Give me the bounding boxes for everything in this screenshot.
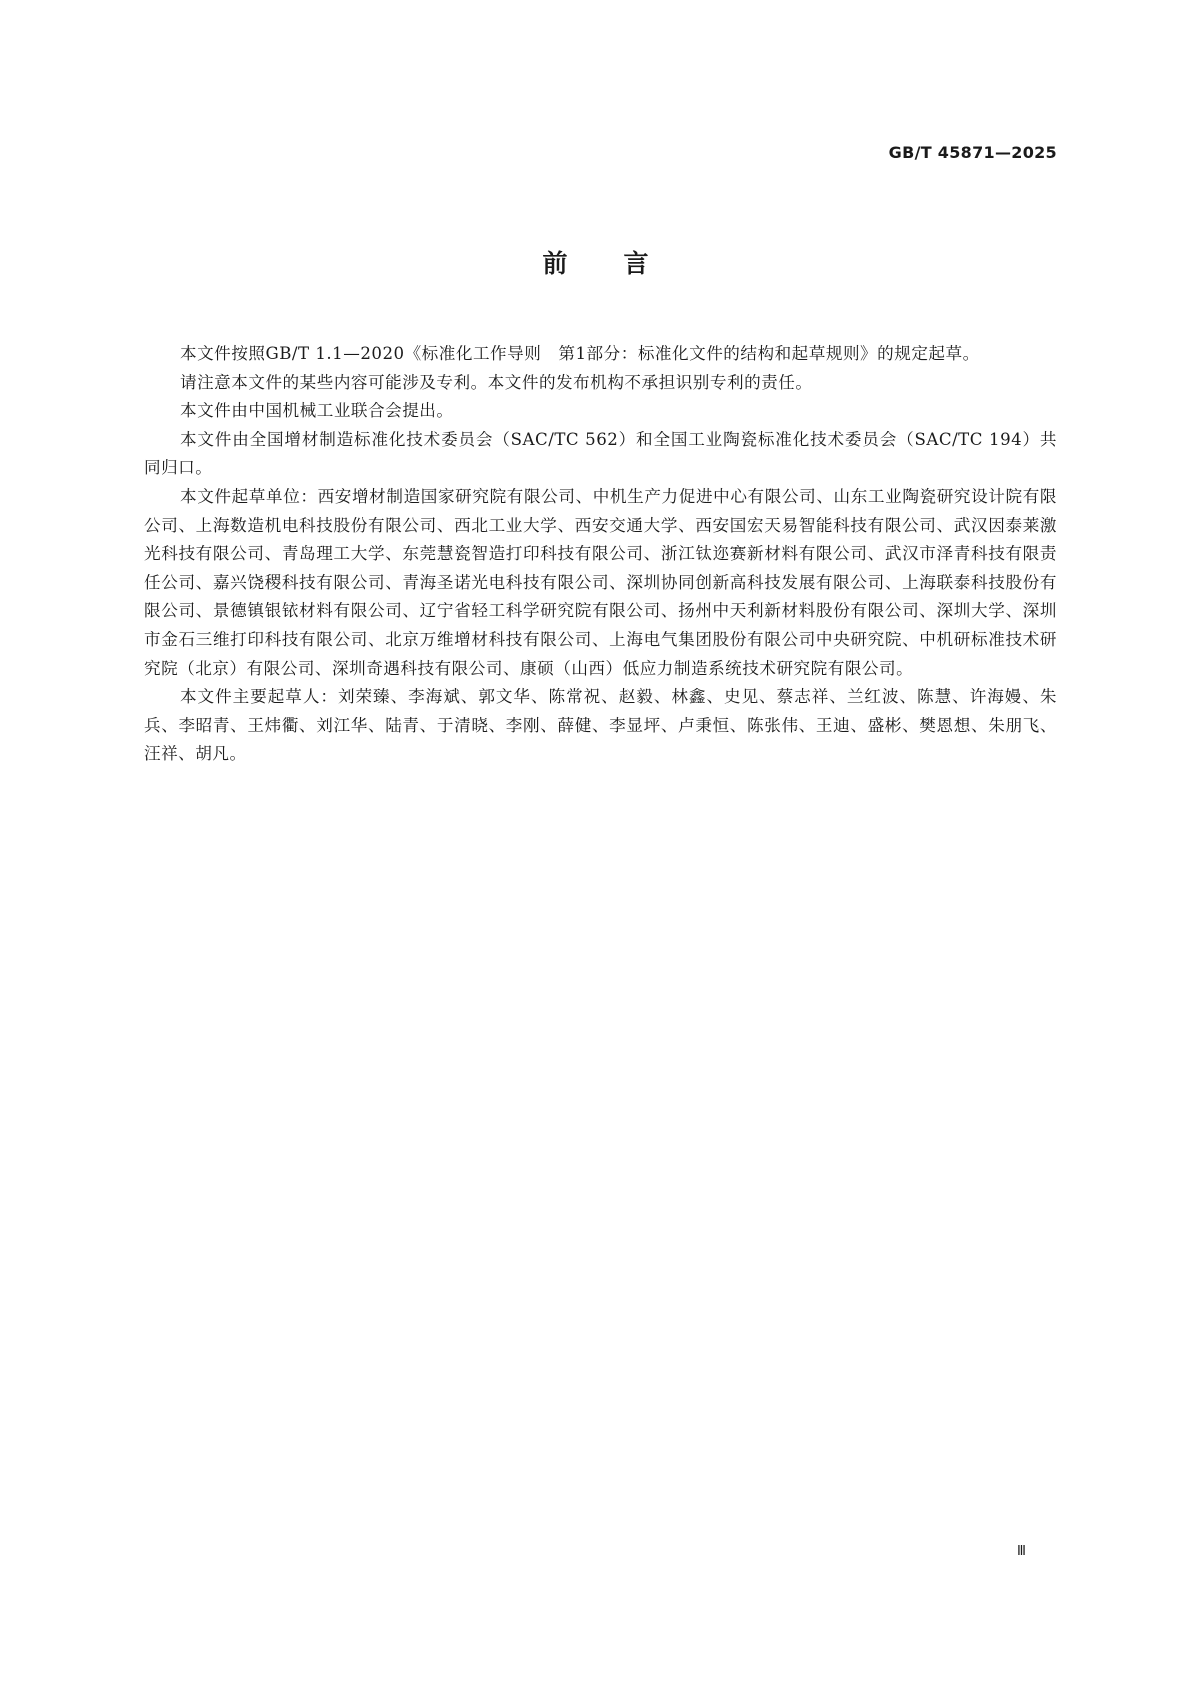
paragraph-drafting-rules: 本文件按照GB/T 1.1—2020《标准化工作导则 第1部分：标准化文件的结构和起草规则》的规定起草。	[180, 344, 980, 363]
paragraph-drafting-units: 本文件起草单位：西安增材制造国家研究院有限公司、中机生产力促进中心有限公司、山东工业陶瓷研究设计院有限公司、上海数造机电科技股份有限公司、西北工业大学、西安交通大学、西安国宏天易智能科技有限公司、武汉因泰莱激光科技有限公司、青岛理工大学、东莞慧瓷智造打印科技有限公司、浙江钛迩赛新材料有限公司、武汉市泽青科技有限责任公司、嘉兴饶稷科技有限公司、青海圣诺光电科技有限公司、深圳协同创新高科技发展有限公司、上海联泰科技股份有限公司、景德镇银铱材料有限公司、辽宁省轻工科学研究院有限公司、扬州中天利新材料股份有限公司、深圳大学、深圳市金石三维打印科技有限公司、北京万维增材科技有限公司、上海电气集团股份有限公司中央研究院、中机研标准技术研究院（北京）有限公司、深圳奇遇科技有限公司、康硕（山西）低应力制造系统技术研究院有限公司。	[144, 486, 1057, 678]
page-number: Ⅲ	[1017, 1544, 1025, 1559]
paragraph-drafters: 本文件主要起草人：刘荣臻、李海斌、郭文华、陈常祝、赵毅、林鑫、史见、蔡志祥、兰红波、陈慧、许海嫚、朱兵、李昭青、王炜衢、刘江华、陆青、于清晓、李刚、薛健、李显坪、卢秉恒、陈张伟、王迪、盛彬、樊恩想、朱朋飞、汪祥、胡凡。	[144, 687, 1057, 764]
paragraph-patent-notice: 请注意本文件的某些内容可能涉及专利。本文件的发布机构不承担识别专利的责任。	[180, 372, 813, 392]
page-title: 前言	[542, 249, 705, 278]
preface-body	[144, 340, 1057, 769]
paragraph-proposer: 本文件由中国机械工业联合会提出。	[180, 401, 454, 421]
standard-code: GB/T 45871—2025	[888, 143, 1057, 162]
paragraph-technical-committee: 本文件由全国增材制造标准化技术委员会（SAC/TC 562）和全国工业陶瓷标准化技术委员会（SAC/TC 194）共同归口。	[144, 429, 1057, 478]
